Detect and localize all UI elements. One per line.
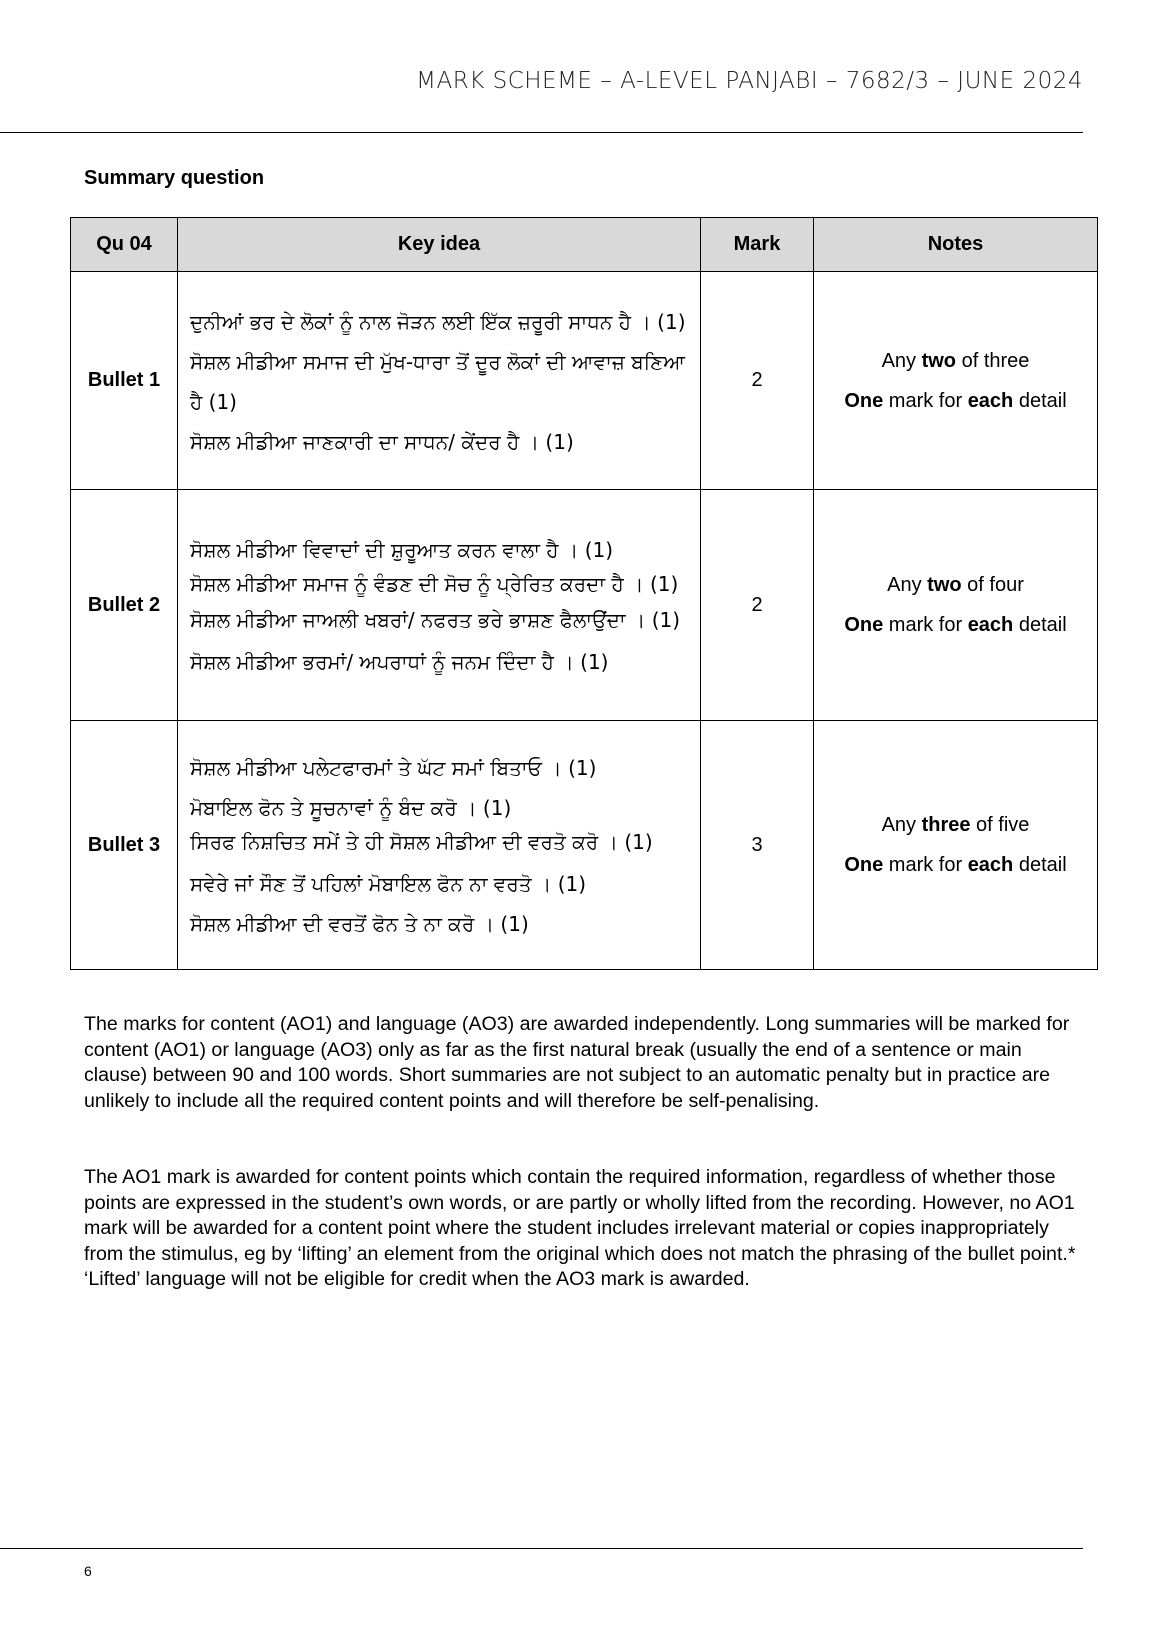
key-idea-line: ਸੋਸ਼ਲ ਮੀਡੀਆ ਪਲੇਟਫਾਰਮਾਂ ਤੇ ਘੱਟ ਸਮਾਂ ਬਿਤਾਓ । (1) bbox=[190, 756, 597, 780]
key-idea-line: ਮੋਬਾਇਲ ਫੋਨ ਤੇ ਸੂਚਨਾਵਾਂ ਨੂੰ ਬੰਦ ਕਰੋ । (1) bbox=[190, 796, 512, 820]
body-paragraph: The AO1 mark is awarded for content points which contain the required information, regardless of whether those points are expressed in the student’s own words, or are partly or wholly lifted from the recording. However, no AO1 mark will be awarded for a content point where the student includes irrelevant material or copies inappropriately from the stimulus, eg by ‘lifting’ an element from the original which does not match the phrasing of the bullet point.* ‘Lifted’ language will not be eligible for credit when the AO3 mark is awarded. bbox=[84, 1166, 1076, 1290]
key-idea-line: ਸੋਸ਼ਲ ਮੀਡੀਆ ਸਮਾਜ ਦੀ ਮੁੱਖ-ਧਾਰਾ ਤੋਂ ਦੂਰ ਲੋਕਾਂ ਦੀ ਆਵਾਜ਼ ਬਣਿਆ ਹੈ (1) bbox=[190, 349, 685, 414]
table-row bbox=[71, 721, 1098, 970]
footer-divider bbox=[0, 1548, 1083, 1549]
key-idea-line: ਸੋਸ਼ਲ ਮੀਡੀਆ ਜਾਅਲੀ ਖਬਰਾਂ/ ਨਫਰਤ ਭਰੇ ਭਾਸ਼ਣ ਫੈਲਾਉਂਦਾ । (1) bbox=[190, 608, 681, 632]
notes-line-1: Any two of three bbox=[881, 349, 1030, 372]
key-idea-cell bbox=[178, 272, 701, 490]
section-title: Summary question bbox=[84, 167, 265, 189]
table-row bbox=[71, 272, 1098, 490]
table-header-row bbox=[71, 218, 1098, 272]
header-divider bbox=[0, 132, 1083, 133]
row-label: Bullet 3 bbox=[71, 721, 178, 970]
document-header-title: MARK SCHEME – A-LEVEL PANJABI – 7682/3 – JUNE 2024 bbox=[416, 68, 1083, 94]
key-idea-cell bbox=[178, 490, 701, 721]
key-idea-line: ਸਿਰਫ ਨਿਸ਼ਚਿਤ ਸਮੇਂ ਤੇ ਹੀ ਸੋਸ਼ਲ ਮੀਡੀਆ ਦੀ ਵਰਤੋ ਕਰੋ । (1) bbox=[190, 830, 653, 854]
notes-line-1: Any three of five bbox=[881, 814, 1030, 836]
header-key-idea: Key idea bbox=[178, 218, 701, 272]
mark-value: 2 bbox=[701, 272, 814, 490]
row-label: Bullet 1 bbox=[71, 272, 178, 490]
body-paragraph: The marks for content (AO1) and language (AO3) are awarded independently. Long summaries will be marked for content (AO1) or language (AO3) only as far as the first natural break (usually the end of a sentence or main clause) between 90 and 100 words. Short summaries are not subject to an automatic penalty but in practice are unlikely to include all the required content points and will therefore be self-penalising. bbox=[84, 1013, 1070, 1112]
key-idea-line: ਸੋਸ਼ਲ ਮੀਡੀਆ ਸਮਾਜ ਨੂੰ ਵੰਡਣ ਦੀ ਸੋਚ ਨੂੰ ਪ੍ਰੇਰਿਤ ਕਰਦਾ ਹੈ । (1) bbox=[190, 572, 679, 596]
header-mark: Mark bbox=[701, 218, 814, 272]
header-notes: Notes bbox=[814, 218, 1098, 272]
row-label: Bullet 2 bbox=[71, 490, 178, 721]
notes-line-1: Any two of four bbox=[887, 574, 1024, 596]
notes-line-2: One mark for each detail bbox=[844, 389, 1067, 412]
mark-scheme-table bbox=[70, 217, 1098, 970]
page-number: 6 bbox=[84, 1563, 92, 1579]
mark-value: 2 bbox=[701, 490, 814, 721]
mark-value: 3 bbox=[701, 721, 814, 970]
key-idea-line: ਸੋਸ਼ਲ ਮੀਡੀਆ ਵਿਵਾਦਾਂ ਦੀ ਸ਼ੁਰੂਆਤ ਕਰਨ ਵਾਲਾ ਹੈ । (1) bbox=[190, 538, 614, 562]
key-idea-line: ਸੋਸ਼ਲ ਮੀਡੀਆ ਭਰਮਾਂ/ ਅਪਰਾਧਾਂ ਨੂੰ ਜਨਮ ਦਿੰਦਾ ਹੈ । (1) bbox=[190, 650, 609, 674]
notes-line-2: One mark for each detail bbox=[844, 614, 1067, 636]
key-idea-line: ਸੋਸ਼ਲ ਮੀਡੀਆ ਜਾਣਕਾਰੀ ਦਾ ਸਾਧਨ/ ਕੇਂਦਰ ਹੈ । (1) bbox=[190, 429, 574, 454]
notes-line-2: One mark for each detail bbox=[844, 854, 1067, 876]
key-idea-cell bbox=[178, 721, 701, 970]
header-qu: Qu 04 bbox=[71, 218, 178, 272]
key-idea-line: ਸੋਸ਼ਲ ਮੀਡੀਆ ਦੀ ਵਰਤੋਂ ਫੋਨ ਤੇ ਨਾ ਕਰੋ । (1) bbox=[190, 912, 529, 936]
table-row bbox=[71, 490, 1098, 721]
notes-cell bbox=[814, 721, 1098, 970]
notes-cell bbox=[814, 490, 1098, 721]
key-idea-line: ਸਵੇਰੇ ਜਾਂ ਸੌਣ ਤੋਂ ਪਹਿਲਾਂ ਮੋਬਾਇਲ ਫੋਨ ਨਾ ਵਰਤੋ । (1) bbox=[190, 872, 587, 896]
key-idea-line: ਦੁਨੀਆਂ ਭਰ ਦੇ ਲੋਕਾਂ ਨੂੰ ਨਾਲ ਜੋੜਨ ਲਈ ਇੱਕ ਜ਼ਰੂਰੀ ਸਾਧਨ ਹੈ । (1) bbox=[190, 309, 686, 334]
notes-cell bbox=[814, 272, 1098, 490]
